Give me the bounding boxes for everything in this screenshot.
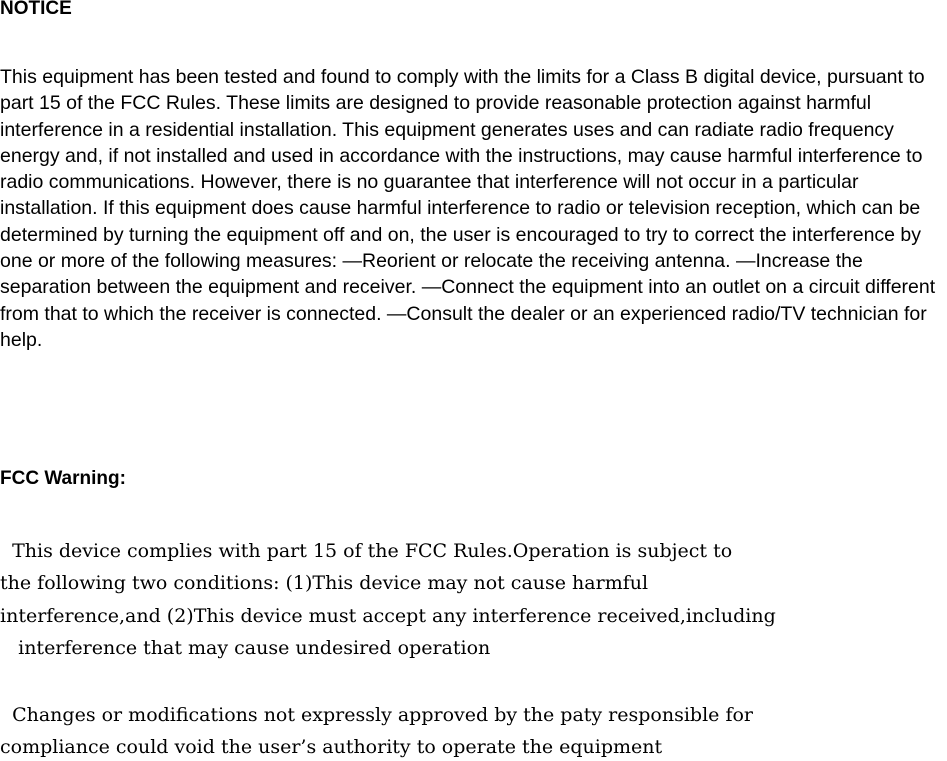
notice-heading: NOTICE [0, 0, 72, 19]
notice-paragraph: This equipment has been tested and found to comply with the limits for a Class B digital device, pursuant to part 15 of the FCC Rules. These limits are designed to provide reasonable protection against harmful interference in a residential installation. This equipment generates uses and can radiate radio frequency energy and, if not installed and used in accordance with the instructions, may cause harmful interference to radio communications. However, there is no guarantee that interference will not occur in a particular installation. If this equipment does cause harmful interference to radio or television reception, which can be determined by turning the equipment off and on, the user is encouraged to try to correct the interference by one or more of the following measures: —Reorient or relocate the receiving antenna. —Increase the separation between the equipment and receiver. —Connect the equipment into an outlet on a circuit different from that to which the receiver is connected. —Consult the dealer or an experienced radio/TV technician for help. [0, 66, 936, 351]
changes-line: Changes or modifications not expressly approved by the paty responsible for [0, 704, 754, 726]
compliance-line: This device complies with part 15 of the FCC Rules.Operation is subject to [0, 540, 733, 562]
compliance-line: interference,and (2)This device must accept any interference received,including [0, 605, 776, 627]
compliance-line: the following two conditions: (1)This device may not cause harmful [0, 572, 649, 594]
changes-line: compliance could void the user’s authority to operate the equipment [0, 736, 663, 758]
fcc-warning-heading: FCC Warning: [0, 468, 126, 489]
compliance-line: interference that may cause undesired operation [0, 637, 491, 659]
